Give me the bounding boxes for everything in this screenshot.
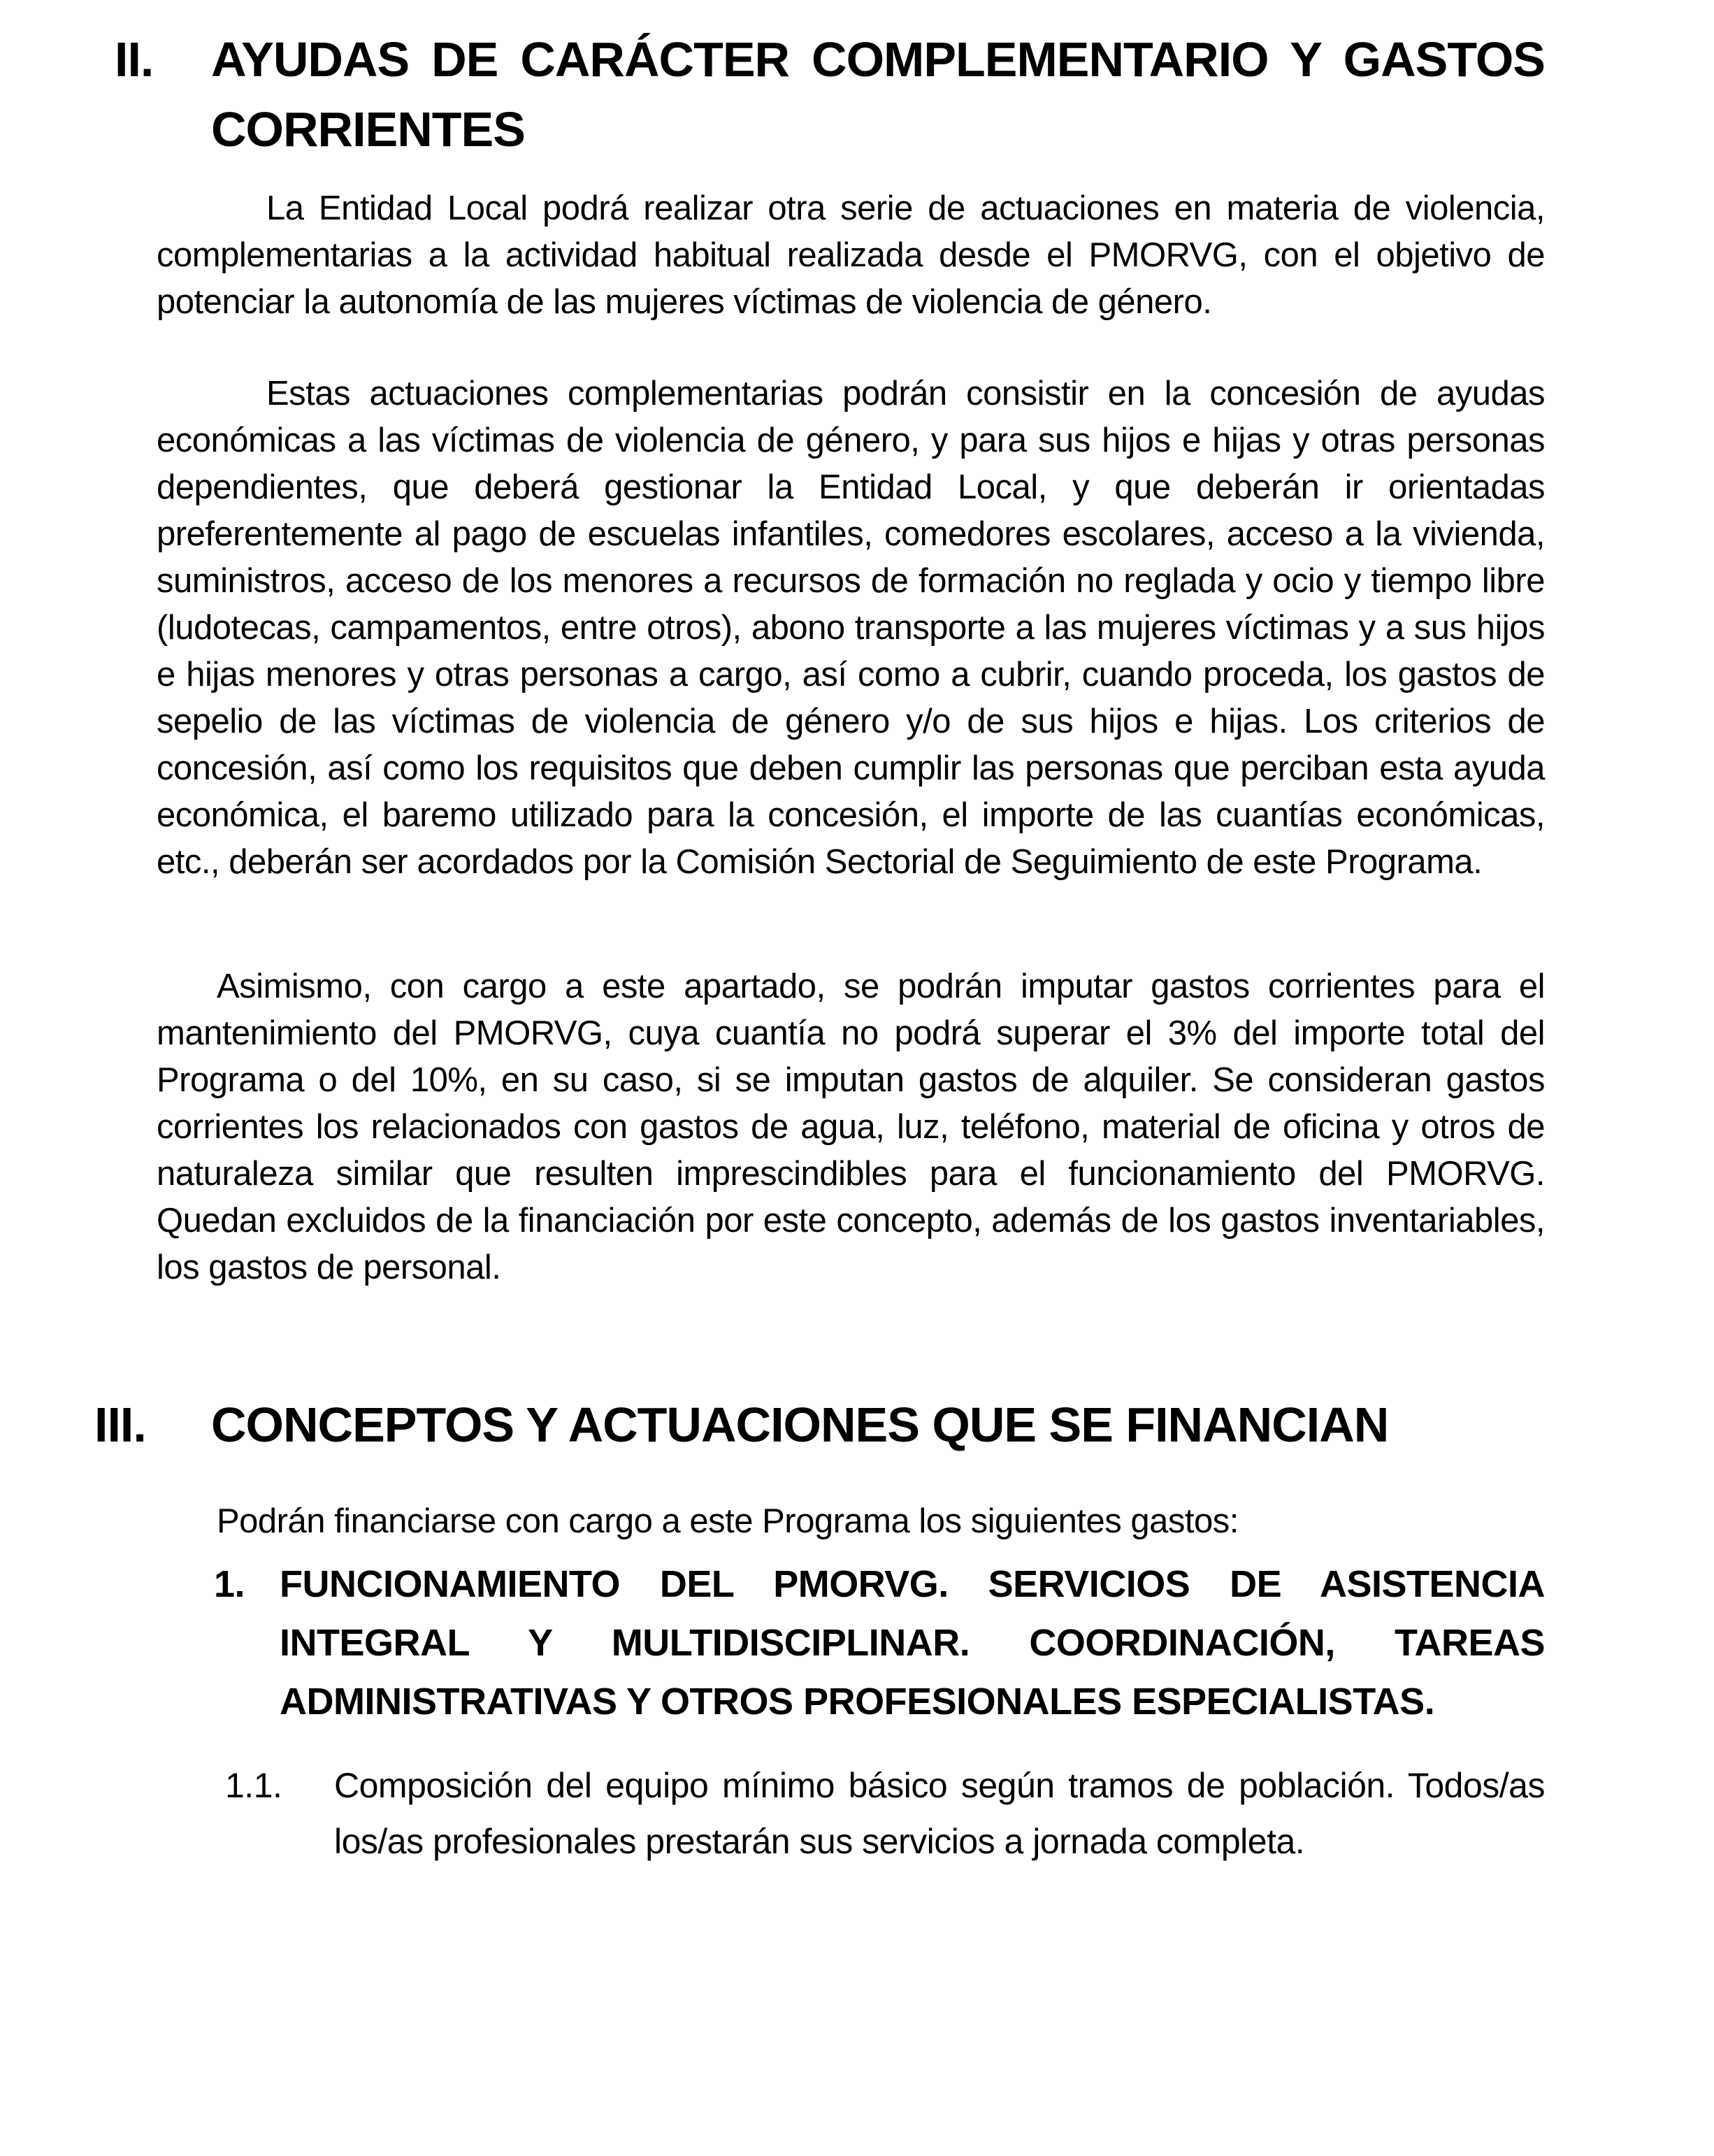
paragraph-actuaciones-complementarias: Estas actuaciones complementarias podrán consistir en la concesión de ayudas económicas a las víctimas de violencia de género, y para sus hijos e hijas y otras personas dependientes, que deberá gestionar la Entidad Local, y que deberán ir orientadas preferentemente al pago de escuelas infantiles, comedores escolares, acceso a la vivienda, suministros, acceso de los menores a recursos de formación no reglada y ocio y tiempo libre (ludotecas, campamentos, entre otros), abono transporte a las mujeres víctimas y a sus hijos e hijas menores y otras personas a cargo, así como a cubrir, cuando proceda, los gastos de sepelio de las víctimas de violencia de género y/o de sus hijos e hijas. Los criterios de concesión, así como los requisitos que deben cumplir las personas que perciban esta ayuda económica, el baremo utilizado para la concesión, el importe de las cuantías económicas, etc., deberán ser acordados por la Comisión Sectorial de Seguimiento de este Programa.: [157, 375, 1545, 881]
section-iii-heading: [94, 1390, 1545, 1460]
section-ii-heading: [115, 24, 1545, 164]
list-item-1: [214, 1555, 1545, 1731]
list-item-1-1-number: 1.1.: [225, 1766, 282, 1805]
section-ii-title: AYUDAS DE CARÁCTER COMPLEMENTARIO Y GASTOS CORRIENTES: [211, 32, 1545, 157]
list-item-1-1-text: Composición del equipo mínimo básico según tramos de población. Todos/as los/as profesionales prestarán sus servicios a jornada completa.: [334, 1766, 1545, 1861]
list-item-1-1: [225, 1758, 1545, 1869]
section-iii-number: III.: [94, 1397, 146, 1452]
list-item-1-number: 1.: [214, 1563, 245, 1605]
list-item-1-title: FUNCIONAMIENTO DEL PMORVG. SERVICIOS DE ASISTENCIA INTEGRAL Y MULTIDISCIPLINAR. COORDINACIÓN, TAREAS ADMINISTRATIVAS Y OTROS PROFESIONALES ESPECIALISTAS.: [280, 1563, 1545, 1723]
section-ii-number: II.: [115, 32, 154, 87]
paragraph-entidad-local: La Entidad Local podrá realizar otra serie de actuaciones en materia de violencia, complementarias a la actividad habitual realizada desde el PMORVG, con el objetivo de potenciar la autonomía de las mujeres víctimas de violencia de género.: [157, 189, 1545, 321]
section-iii-title: CONCEPTOS Y ACTUACIONES QUE SE FINANCIAN: [211, 1397, 1389, 1452]
section-iii-intro: Podrán financiarse con cargo a este Programa los siguientes gastos:: [217, 1502, 1239, 1540]
paragraph-gastos-corrientes: Asimismo, con cargo a este apartado, se podrán imputar gastos corrientes para el mantenimiento del PMORVG, cuya cuantía no podrá superar el 3% del importe total del Programa o del 10%, en su caso, si se imputan gastos de alquiler. Se consideran gastos corrientes los relacionados con gastos de agua, luz, teléfono, material de oficina y otros de naturaleza similar que resulten imprescindibles para el funcionamiento del PMORVG. Quedan excluidos de la financiación por este concepto, además de los gastos inventariables, los gastos de personal.: [157, 968, 1545, 1286]
